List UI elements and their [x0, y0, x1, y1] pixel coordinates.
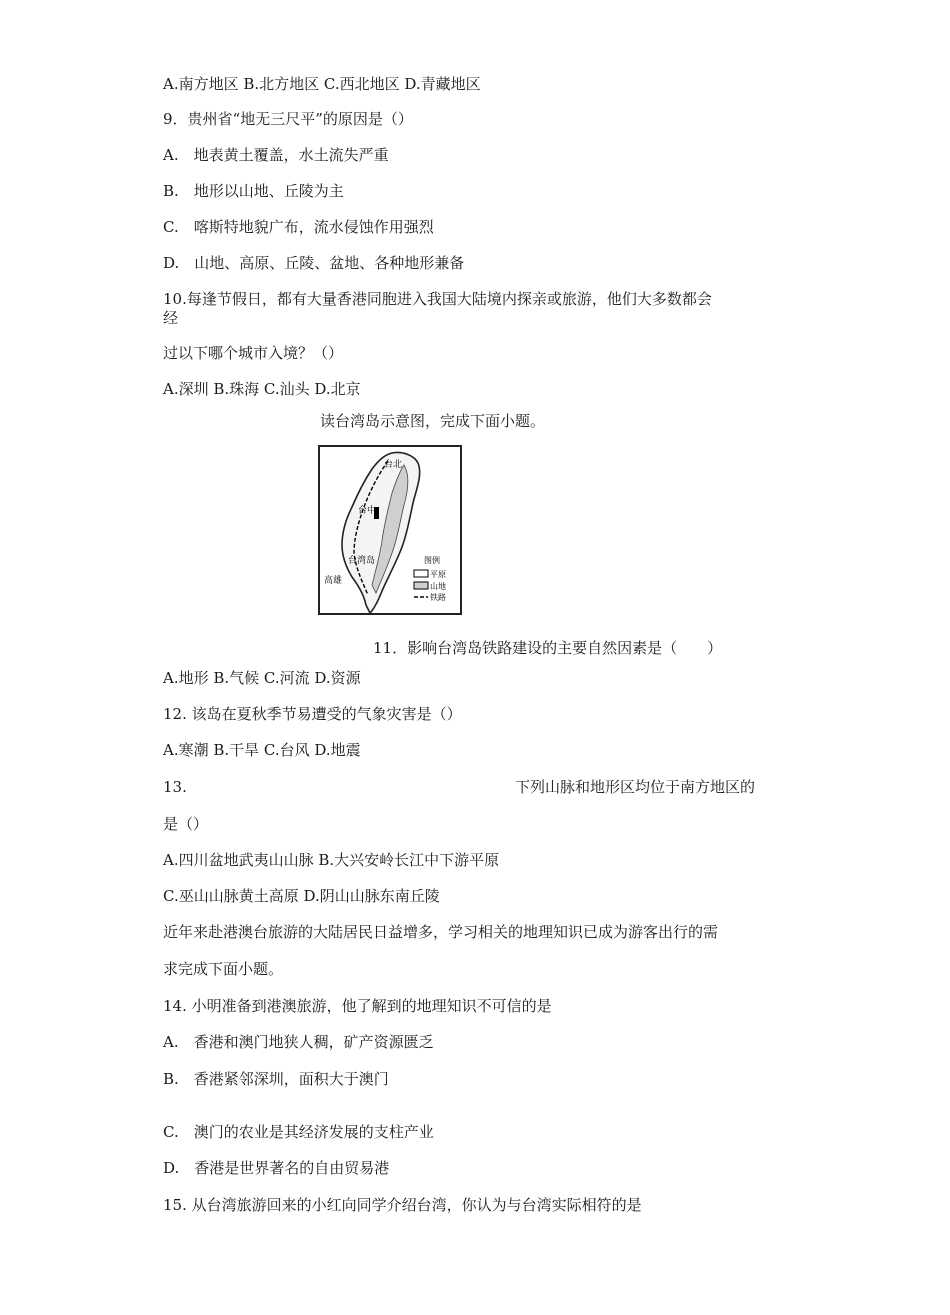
- q10-stem-line2: 经: [163, 309, 179, 327]
- legend-plain: 平原: [430, 570, 446, 579]
- q13-options-ab: A.四川盆地武夷山山脉 B.大兴安岭长江中下游平原: [163, 851, 500, 869]
- q9-option-c: C. 喀斯特地貌广布，流水侵蚀作用强烈: [163, 218, 434, 236]
- q10-options: A.深圳 B.珠海 C.汕头 D.北京: [163, 380, 361, 398]
- q14-option-d: D. 香港是世界著名的自由贸易港: [163, 1159, 390, 1177]
- q10-stem-line1: 10.每逢节假日，都有大量香港同胞进入我国大陆境内探亲或旅游，他们大多数都会: [163, 290, 712, 308]
- q13-stem-line2: 是（）: [163, 815, 209, 833]
- q9-option-b: B. 地形以山地、丘陵为主: [163, 182, 344, 200]
- legend-mountain: 山地: [430, 582, 446, 591]
- q14-option-c: C. 澳门的农业是其经济发展的支柱产业: [163, 1123, 434, 1141]
- q10-stem-line3: 过以下哪个城市入境？（）: [163, 344, 344, 362]
- label-taiwan-dao: 台湾岛: [348, 556, 376, 566]
- q12-options: A.寒潮 B.干旱 C.台风 D.地震: [163, 741, 361, 759]
- q14-stem: 14. 小明准备到港澳旅游，他了解到的地理知识不可信的是: [163, 997, 552, 1015]
- label-gaoxiong: 高雄: [324, 576, 343, 586]
- q9-option-a: A. 地表黄土覆盖，水土流失严重: [163, 146, 389, 164]
- intro2-line1: 近年来赴港澳台旅游的大陆居民日益增多，学习相关的地理知识已成为游客出行的需: [163, 923, 719, 941]
- legend-title: 图例: [424, 556, 440, 565]
- q11-options: A.地形 B.气候 C.河流 D.资源: [163, 669, 361, 687]
- q12-stem: 12. 该岛在夏秋季节易遭受的气象灾害是（）: [163, 705, 462, 723]
- label-taizhong: 台中: [358, 506, 377, 516]
- q8-options: A.南方地区 B.北方地区 C.西北地区 D.青藏地区: [163, 75, 481, 93]
- q13-number: 13.: [163, 778, 187, 796]
- map-intro: 读台湾岛示意图，完成下面小题。: [320, 412, 546, 430]
- q9-stem: 9．贵州省“地无三尺平”的原因是（）: [163, 110, 413, 128]
- intro2-line2: 求完成下面小题。: [163, 960, 284, 978]
- q13-stem-line1: 下列山脉和地形区均位于南方地区的: [515, 778, 756, 796]
- legend-railway: 铁路: [430, 593, 446, 602]
- q14-option-a: A. 香港和澳门地狭人稠，矿产资源匮乏: [163, 1033, 434, 1051]
- q11-stem: 11．影响台湾岛铁路建设的主要自然因素是（ ）: [373, 639, 723, 657]
- legend-plain-swatch: [414, 570, 428, 577]
- q14-option-b: B. 香港紧邻深圳，面积大于澳门: [163, 1070, 389, 1088]
- q13-options-cd: C.巫山山脉黄土高原 D.阴山山脉东南丘陵: [163, 887, 440, 905]
- legend-mountain-swatch: [414, 582, 428, 589]
- q15-stem: 15. 从台湾旅游回来的小红向同学介绍台湾，你认为与台湾实际相符的是: [163, 1196, 642, 1214]
- taiwan-map: [318, 445, 462, 615]
- q9-option-d: D. 山地、高原、丘陵、盆地、各种地形兼备: [163, 254, 465, 272]
- label-taibei: 台北: [384, 460, 403, 470]
